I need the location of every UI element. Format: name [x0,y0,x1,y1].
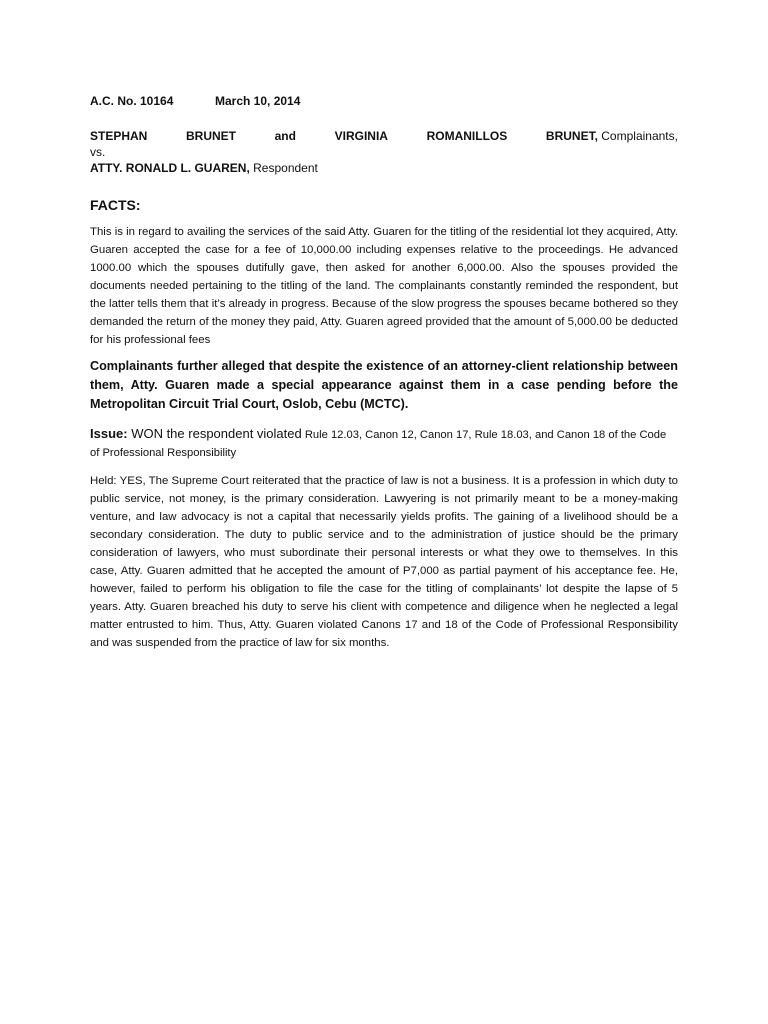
issue-text: Rule 12.03, Canon 12, Canon 17, Rule 18.03, and Canon 18 of the Code of Professional Responsibility [90,429,667,459]
decision-date: March 10, 2014 [215,94,301,108]
facts-heading: FACTS: [90,197,141,213]
party-word: VIRGINIA [334,129,388,143]
party-word: BRUNET [185,129,236,143]
complainant-role: Complainants, [601,129,678,143]
issue-label: Issue: [90,426,128,441]
party-word: STEPHAN [90,129,148,143]
respondent-line [90,160,678,176]
case-parties [90,128,678,176]
case-header [90,93,678,109]
respondent-name: ATTY. RONALD L. GUAREN, [90,161,250,175]
issue-question: WON the respondent violated [127,426,302,441]
complainant-last [546,128,678,144]
complainants-line [90,128,678,144]
party-word: BRUNET, [545,129,598,143]
party-word: ROMANILLOS [426,129,508,143]
issue-lead [90,426,302,441]
facts-paragraph: This is in regard to availing the services of the said Atty. Guaren for the titling of the residential lot they acquired, Atty. Guaren accepted the case for a fee of 10,000.00 including expenses relative to the proceedings. He advanced 1000.00 which the spouses dutifully gave, then asked for another 6,000.00. Also the spouses provided the documents needed pertaining to the titling of the land. The complainants constantly reminded the respondent, but the latter tells them that it’s already in progress. Because of the slow progress the spouses became bothered so they demanded the return of the money they paid, Atty. Guaren agreed provided that the amount of 5,000.00 be deducted for his professional fees [90,226,678,346]
held-paragraph: Held: YES, The Supreme Court reiterated that the practice of law is not a business. It is a profession in which duty to public service, not money, is the primary consideration. Lawyering is not primarily meant to be a money-making venture, and law advocacy is not a capital that necessarily yields profits. The gaining of a livelihood should be a secondary consideration. The duty to public service and to the administration of justice should be the primary consideration of lawyers, who must subordinate their personal interests or what they owe to themselves. In this case, Atty. Guaren admitted that he accepted the amount of P7,000 as partial payment of his acceptance fee. He, however, failed to perform his obligation to file the case for the titling of complainants’ lot despite the lapse of 5 years. Atty. Guaren breached his duty to serve his client with competence and diligence when he neglected a legal matter entrusted to him. Thus, Atty. Guaren violated Canons 17 and 18 of the Code of Professional Responsibility and was suspended from the practice of law for six months. [90,475,678,649]
allegation-paragraph: Complainants further alleged that despite the existence of an attorney-client relationship between them, Atty. Guaren made a special appearance against them in a case pending before the Metropolitan Circuit Trial Court, Oslob, Cebu (MCTC). [90,359,678,411]
case-number: A.C. No. 10164 [90,94,174,108]
party-word: and [274,129,296,143]
issue-paragraph [90,425,678,462]
respondent-role: Respondent [253,161,318,175]
versus-label: vs. [90,145,106,159]
